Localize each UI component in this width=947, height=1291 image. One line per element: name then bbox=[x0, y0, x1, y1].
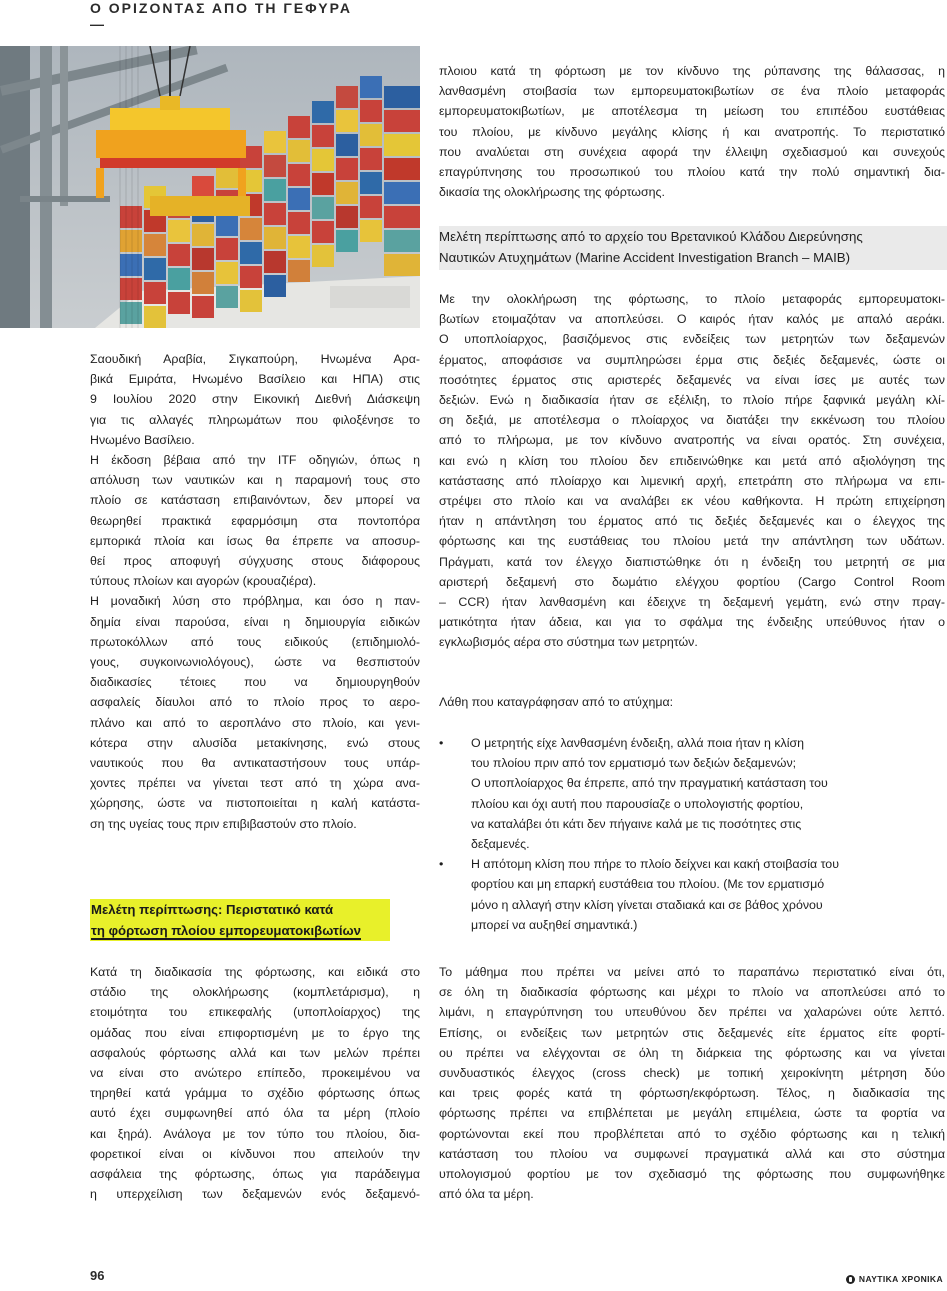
text-line: Κατά τη διαδικασία της φόρτωσης, και ειδικά στο bbox=[90, 965, 420, 979]
case-study-heading-line-2: τη φόρτωση πλοίου εμπορευματοκιβωτίων bbox=[91, 923, 361, 938]
list-item-line: Ο υποπλοίαρχος θα έπρεπε, από την πραγματική κατάσταση του bbox=[471, 776, 828, 791]
right-column-body-text bbox=[439, 289, 945, 653]
text-line: Ο υποπλοίαρχος, βασιζόμενος στις ενδείξεις των μετρητών των δεξαμενών bbox=[439, 332, 945, 347]
text-line: σε όλη τη διαδικασία φόρτωσης και μέχρι το πλοίο να αποπλεύσει από το bbox=[439, 985, 945, 1000]
text-line: επαγρύπνησης του προσωπικού του πλοίου κατά την πολύ σημαντική δια- bbox=[439, 165, 945, 180]
left-column-top-text bbox=[90, 349, 420, 834]
errors-bullet-list bbox=[439, 733, 945, 935]
text-line: δικασία της ολοκλήρωσης της φόρτωσης. bbox=[439, 185, 665, 200]
text-line: για τις αλλαγές πληρωμάτων που φιλοξένησε το bbox=[90, 412, 420, 427]
text-line: Πράγματι, κατά τον έλεγχο διαπιστώθηκε ότι η ένδειξη του μετρητή σε μια bbox=[439, 554, 945, 569]
maib-case-study-heading bbox=[439, 226, 947, 270]
text-line: τηρηθεί κατά γράμμα το σχέδιο φόρτωσης όπως bbox=[90, 1086, 420, 1101]
text-line: δημία είναι παρούσα, είναι η δημιουργία ειδικών bbox=[90, 614, 420, 629]
maib-heading-line-2: Ναυτικών Ατυχημάτων (Marine Accident Investigation Branch – MAIB) bbox=[439, 250, 851, 265]
list-item-line: πλοίου και όχι αυτή που παρουσίαζε ο υπολογιστής φορτίου, bbox=[471, 796, 804, 811]
text-line: και ξηρά). Ανάλογα με τον τύπο του πλοίου, δια- bbox=[90, 1126, 420, 1141]
text-line: βωτίων ετοιμαζόταν να αποπλεύσει. Ο καιρός ήταν καλός με απαλό αεράκι. bbox=[439, 312, 945, 327]
text-line: έρματος, αποφάσισε να συμπληρώσει έρμα στις δεξιές δεξαμενές, ώστε οι bbox=[439, 352, 945, 367]
errors-title-text: Λάθη που καταγράφησαν από το ατύχημα: bbox=[439, 695, 674, 709]
list-item-line: Η απότομη κλίση που πήρε το πλοίο δείχνει και κακή στοιβασία του bbox=[471, 857, 839, 872]
text-line: και ενώ η κλίση του πλοίου δεν επιδεινώθηκε και μετά από αξιολόγηση της bbox=[439, 453, 945, 468]
text-line: 9 Ιουλίου 2020 στην Εικονική Διεθνή Διάσκεψη bbox=[90, 392, 420, 407]
text-line: Με την ολοκλήρωση της φόρτωσης, το πλοίο μεταφοράς εμπορευματοκι- bbox=[439, 292, 945, 306]
text-line: χοντες πρέπει να γίνεται τεστ από τη χώρα ανα- bbox=[90, 776, 420, 791]
text-line: ομάδας που είναι επιφορτισμένη με το έργο της bbox=[90, 1025, 420, 1040]
case-study-heading-line-1: Μελέτη περίπτωσης: Περιστατικό κατά bbox=[91, 902, 334, 917]
text-line: υπολογισμού φορτίου με τον σχεδιασμό της φόρτωσης που συμφωνήθηκε bbox=[439, 1167, 945, 1182]
text-line: Ηνωμένο Βασίλειο. bbox=[90, 432, 195, 447]
text-line: ου πρέπει να ελέγχονται σε όλη τη διάρκεια της φόρτωσης και να γίνεται bbox=[439, 1045, 945, 1060]
text-line: φορετικοί είναι οι κίνδυνοι που απειλούν την bbox=[90, 1146, 420, 1161]
text-line: αυτό έχει συμφωνηθεί από όλα τα μέρη (πλοίο bbox=[90, 1106, 420, 1121]
text-line: να είναι στο ανώτερο επίπεδο, προκειμένου να bbox=[90, 1066, 420, 1081]
text-line: πρωτοκόλλων από τους ειδικούς (επιδημιολό- bbox=[90, 634, 420, 649]
text-line: διαδικασίες τέτοιες που να δημιουργηθούν bbox=[90, 675, 420, 690]
text-line: – CCR) ήταν λανθασμένη και έδειχνε τη δεξαμενή γεμάτη, ενώ στην πραγ- bbox=[439, 595, 945, 610]
errors-title bbox=[439, 692, 945, 712]
text-line: πλάνο και από το αεροπλάνο στο πλοίο, και γενι- bbox=[90, 715, 420, 730]
bullet-icon: • bbox=[439, 736, 444, 750]
text-line: Επίσης, οι ενδείξεις των μετρητών στις δεξαμενές είτε έρματος είτε φορτί- bbox=[439, 1025, 945, 1040]
text-line: ση δεξιά, με αποτέλεσμα ο πλοίαρχος να διατάξει την εκκένωση του πλοίου bbox=[439, 413, 945, 428]
text-line: αριστερή δεξαμενή στο δωμάτιο ελέγχου φορτίου (Cargo Control Room bbox=[439, 574, 945, 589]
list-item-line: του πλοίου πριν από τον ερματισμό των δεξιών δεξαμενών; bbox=[471, 756, 797, 771]
right-column-top-text bbox=[439, 61, 945, 202]
text-line: ήταν η απάντληση του έρματος από τις δεξιές δεξαμενές και ο έλεγχος της bbox=[439, 514, 945, 529]
text-line: ασφάλεια της φόρτωσης, όπως για παράδειγμα bbox=[90, 1167, 420, 1182]
right-column-final-text bbox=[439, 962, 945, 1204]
list-item bbox=[439, 733, 945, 854]
text-line: εμπορευματοκιβωτίων, με αποτέλεσμα τη μείωση του επιπέδου ευστάθειας bbox=[439, 104, 945, 119]
bullet-icon: • bbox=[439, 857, 444, 872]
text-line: από όλα τα μέρη. bbox=[439, 1187, 534, 1202]
list-item-line: Ο μετρητής είχε λανθασμένη ένδειξη, αλλά ποια ήταν η κλίση bbox=[471, 736, 805, 750]
list-item-line: να καταλάβει ότι κάτι δεν πήγαινε καλά με τις ποσότητες στις bbox=[471, 816, 802, 831]
container-ship-photo bbox=[0, 46, 420, 328]
text-line: γους, συγκοινωνιολόγους), ώστε να θεσπιστούν bbox=[90, 655, 420, 670]
text-line: που αναλύεται στη συνέχεια αφορά την έλλειψη σχεδιασμού και συνεχούς bbox=[439, 144, 945, 159]
text-line: ματικότητα ήταν άδεια, και για το σφάλμα της ένδειξης υπεύθυνος ήταν ο bbox=[439, 615, 945, 630]
text-line: φορτώνονται εκεί που προβλέπεται από το σχέδιο φόρτωσης και η τελική bbox=[439, 1126, 945, 1141]
text-line: Το μάθημα που πρέπει να μείνει από το παραπάνω περιστατικό είναι ότι, bbox=[439, 965, 945, 979]
text-line: Η μοναδική λύση στο πρόβλημα, και όσο η παν- bbox=[90, 594, 420, 609]
text-line: πλοιου κατά τη φόρτωση με τον κίνδυνο της ρύπανσης της θάλασσας, η bbox=[439, 64, 945, 78]
text-line: στρέψει στο πλοίο και να αναλάβει εκ νέου καθήκοντα. Η πρώτη επιχείρηση bbox=[439, 494, 945, 509]
maib-heading-line-1: Μελέτη περίπτωσης από το αρχείο του Βρετανικού Κλάδου Διερεύνησης bbox=[439, 229, 863, 244]
text-line: τύπους πλοίων και αγορών (κρουαζιέρα). bbox=[90, 574, 317, 589]
text-line: ση της υγείας τους πριν επιβιβαστούν στο πλοίο. bbox=[90, 816, 357, 831]
text-line: ναυτικούς που θα αντικαταστήσουν τους υπάρ- bbox=[90, 756, 420, 771]
page-number: 96 bbox=[90, 1268, 105, 1283]
list-item-line: μπορεί να αυξηθεί σημαντικά.) bbox=[471, 917, 638, 932]
text-line: απόλυση των ναυτικών και η παραμονή τους στο bbox=[90, 473, 420, 488]
text-line: φόρτωσης πρέπει να επιβλέπεται με μεγάλη επιμέλεια, ώστε τα φορτία να bbox=[439, 1106, 945, 1121]
brand-name: ΝΑΥΤΙΚΑ ΧΡΟΝΙΚΑ bbox=[858, 1274, 943, 1284]
text-line: λανθασμένη στοιβασία των εμπορευματοκιβωτίων σε ένα πλοίο μεταφοράς bbox=[439, 84, 945, 99]
text-line: ποσότητες έρματος στις αριστερές δεξαμενές να είναι ίσες με αυτές των bbox=[439, 372, 945, 387]
text-line: του πλοίου, με κίνδυνο μεγάλης κλίσης ή και ανατροπής. Το περιστατικό bbox=[439, 124, 945, 139]
case-study-heading bbox=[90, 899, 390, 941]
list-item bbox=[439, 854, 945, 935]
text-line: κατάσταση του πλοίου να συμφωνεί πραγματικά αλλά και στο σύστημα bbox=[439, 1146, 945, 1161]
text-line: Η έκδοση βέβαια από την ITF οδηγιών, όπως η bbox=[90, 453, 420, 468]
text-line: κατάστασης από πλοίαρχο και λιμενική αρχή, επετράπη στο πλήρωμα να επι- bbox=[439, 473, 945, 488]
text-line: ασφαλείς δίαυλοι από το πλοίο προς το αερο- bbox=[90, 695, 420, 710]
text-line: θεί προς αποφυγή σύγχυσης στους διάφορους bbox=[90, 554, 420, 569]
text-line: ασφαλούς φόρτωσης αλλά και των μελών πρέπει bbox=[90, 1045, 420, 1060]
left-column-bottom-text bbox=[90, 962, 420, 1204]
text-line: από το πλήρωμα, με τον κίνδυνο ανατροπής να είναι ορατός. Στη συνέχεια, bbox=[439, 433, 945, 448]
text-line: ετοιμότητα του επικεφαλής (υποπλοίαρχος) της bbox=[90, 1005, 420, 1020]
text-line: θεωρηθεί πρακτικά εφαρμόσιμη στα ποντοπόρα bbox=[90, 513, 420, 528]
text-line: πλοίο σε κατάσταση επιβαινόντων, δεν μπορεί να bbox=[90, 493, 420, 508]
text-line: λιμάνι, η επαγρύπνηση του υπευθύνου δεν πρέπει να χαλαρώνει ούτε λεπτό. bbox=[439, 1005, 945, 1020]
list-item-line: δεξαμενές. bbox=[471, 837, 530, 852]
text-line: βικά Εμιράτα, Ηνωμένο Βασίλειο και ΗΠΑ) στις bbox=[90, 372, 420, 387]
text-line: στάδιο της ολοκλήρωσης (κομπλετάρισμα), η bbox=[90, 985, 420, 1000]
text-line: η υπερχείλιση των δεξαμενών ενός δεξαμενό- bbox=[90, 1187, 420, 1202]
text-line: και τρεις φορές κατά τη φόρτωση/εκφόρτωση. Τέλος, η διαδικασία της bbox=[439, 1086, 945, 1101]
text-line: χώρησης, ώστε να πιστοποιείται η καλή κατάστα- bbox=[90, 796, 420, 811]
text-line: φόρτωσης και της ευστάθειας του πλοίου μετά την απάντληση των υδάτων. bbox=[439, 534, 945, 549]
text-line: συνδυαστικός έλεγχος (cross check) με τοπική χειροκίνητη μέτρηση δύο bbox=[439, 1066, 945, 1081]
text-line: κότερα στην αλυσίδα μετακίνησης, ενώ στους bbox=[90, 735, 420, 750]
header-dash: — bbox=[90, 16, 104, 32]
text-line: δεξιών. Ενώ η διαδικασία ήταν σε εξέλιξη, το πλοίο πήρε ξαφνικά μεγάλη κλί- bbox=[439, 393, 945, 408]
brand-logo-icon bbox=[846, 1275, 855, 1284]
magazine-brand bbox=[846, 1274, 943, 1284]
list-item-line: φορτίου και μη επαρκή ευστάθεια του πλοίου. (Με τον ερματισμό bbox=[471, 877, 825, 892]
text-line: Σαουδική Αραβία, Σιγκαπούρη, Ηνωμένα Αρα- bbox=[90, 352, 420, 366]
list-item-line: μόνο η αλλαγή στην κλίση γίνεται σταδιακά και σε βάθος χρόνου bbox=[471, 897, 823, 912]
section-title: Ο ΟΡΙΖΟΝΤΑΣ ΑΠΟ ΤΗ ΓΕΦΥΡΑ bbox=[90, 0, 352, 16]
text-line: εγκλωβισμός αέρα στο σύστημα των μετρητών. bbox=[439, 635, 698, 650]
text-line: εμπορικά πλοία και ίσως θα έπρεπε να αποσυρ- bbox=[90, 533, 420, 548]
